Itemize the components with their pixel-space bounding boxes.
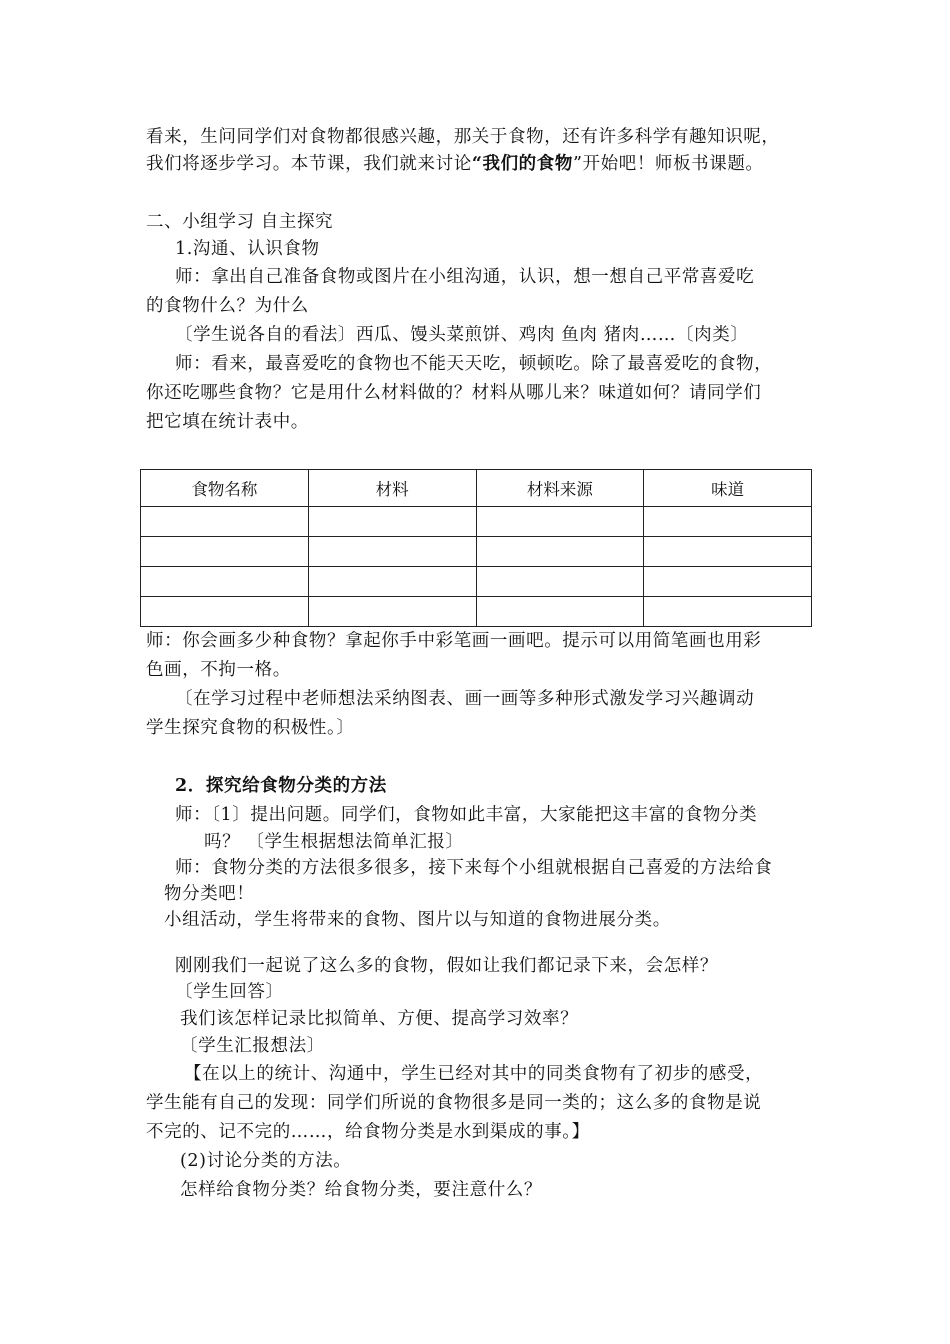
section-heading-2: 二、小组学习 自主探究 <box>146 212 334 232</box>
classify-line-10: 【在以上的统计、沟通中，学生已经对其中的同类食物有了初步的感受， <box>184 1064 764 1084</box>
table-row <box>141 537 812 567</box>
table-cell <box>308 597 476 627</box>
lesson-title: “我们的食物 <box>471 154 573 174</box>
table-row <box>141 567 812 597</box>
classify-line-2: 吗？ 〔学生根据想法简单汇报〕 <box>204 832 464 852</box>
table-row <box>141 597 812 627</box>
paragraph-1-line-2: 的食物什么？为什么 <box>146 296 309 316</box>
after-table-line-1: 师：你会画多少种食物？拿起你手中彩笔画一画吧。提示可以用简笔画也用彩 <box>146 631 762 651</box>
table-cell <box>141 537 309 567</box>
table-cell <box>644 597 812 627</box>
paragraph-3-line-2: 你还吃哪些食物？它是用什么材料做的？材料从哪儿来？味道如何？请同学们 <box>146 383 762 403</box>
table-cell <box>476 537 644 567</box>
classify-line-5: 小组活动，学生将带来的食物、图片以与知道的食物进展分类。 <box>164 910 671 930</box>
table-cell <box>476 567 644 597</box>
table-header-cell: 味道 <box>644 470 812 507</box>
classify-line-1: 师：〔1〕提出问题。同学们，食物如此丰富，大家能把这丰富的食物分类 <box>175 805 758 825</box>
classify-line-7: 〔学生回答〕 <box>175 982 284 1002</box>
paragraph-1-line-1: 师：拿出自己准备食物或图片在小组沟通，认识，想一想自己平常喜爱吃 <box>175 267 755 287</box>
classify-line-8: 我们该怎样记录比拟简单、方便、提高学习效率？ <box>180 1009 579 1029</box>
subsection-2-title: 2．探究给食物分类的方法 <box>175 776 387 796</box>
classify-line-13: (2)讨论分类的方法。 <box>180 1151 352 1171</box>
classify-line-14: 怎样给食物分类？给食物分类，要注意什么？ <box>180 1180 542 1200</box>
table-cell <box>476 597 644 627</box>
classify-line-4: 物分类吧！ <box>164 884 255 904</box>
classify-line-3: 师：食物分类的方法很多很多，接下来每个小组就根据自己喜爱的方法给食 <box>175 858 773 878</box>
table-cell <box>644 567 812 597</box>
table-header-row <box>141 470 812 507</box>
table-cell <box>141 567 309 597</box>
classify-line-9: 〔学生汇报想法〕 <box>180 1036 325 1056</box>
table-cell <box>308 507 476 537</box>
table-row <box>141 507 812 537</box>
classify-line-12: 不完的、记不完的……，给食物分类是水到渠成的事。】 <box>146 1122 590 1142</box>
table-cell <box>141 597 309 627</box>
after-table-line-4: 学生探究食物的积极性。〕 <box>146 718 355 738</box>
paragraph-3-line-1: 师：看来，最喜爱吃的食物也不能天天吃，顿顿吃。除了最喜爱吃的食物， <box>175 354 773 374</box>
intro-line-2 <box>146 151 764 177</box>
table-cell <box>476 507 644 537</box>
table-cell <box>141 507 309 537</box>
table-header-cell: 材料 <box>308 470 476 507</box>
food-statistics-table <box>140 469 812 627</box>
table-cell <box>644 507 812 537</box>
paragraph-3-line-3: 把它填在统计表中。 <box>146 412 309 432</box>
subsection-1-title: 1.沟通、认识食物 <box>175 239 320 259</box>
classify-line-6: 刚刚我们一起说了这么多的食物，假如让我们都记录下来，会怎样？ <box>175 956 718 976</box>
intro-line-2-text: 我们将逐步学习。本节课，我们就来讨论 <box>146 154 472 174</box>
table-cell <box>308 567 476 597</box>
intro-line-2-tail: ”开始吧！师板书课题。 <box>572 154 764 174</box>
classify-line-11: 学生能有自己的发现：同学们所说的食物很多是同一类的；这么多的食物是说 <box>146 1093 762 1113</box>
table-header-cell: 材料来源 <box>476 470 644 507</box>
after-table-line-3: 〔在学习过程中老师想法采纳图表、画一画等多种形式激发学习兴趣调动 <box>175 689 755 709</box>
paragraph-2: 〔学生说各自的看法〕西瓜、馒头菜煎饼、鸡肉 鱼肉 猪肉……〔肉类〕 <box>175 325 749 345</box>
table-cell <box>308 537 476 567</box>
table-header-cell: 食物名称 <box>141 470 309 507</box>
intro-line-1: 看来，生问同学们对食物都很感兴趣，那关于食物，还有许多科学有趣知识呢， <box>146 127 780 147</box>
after-table-line-2: 色画，不拘一格。 <box>146 660 291 680</box>
table-cell <box>644 537 812 567</box>
